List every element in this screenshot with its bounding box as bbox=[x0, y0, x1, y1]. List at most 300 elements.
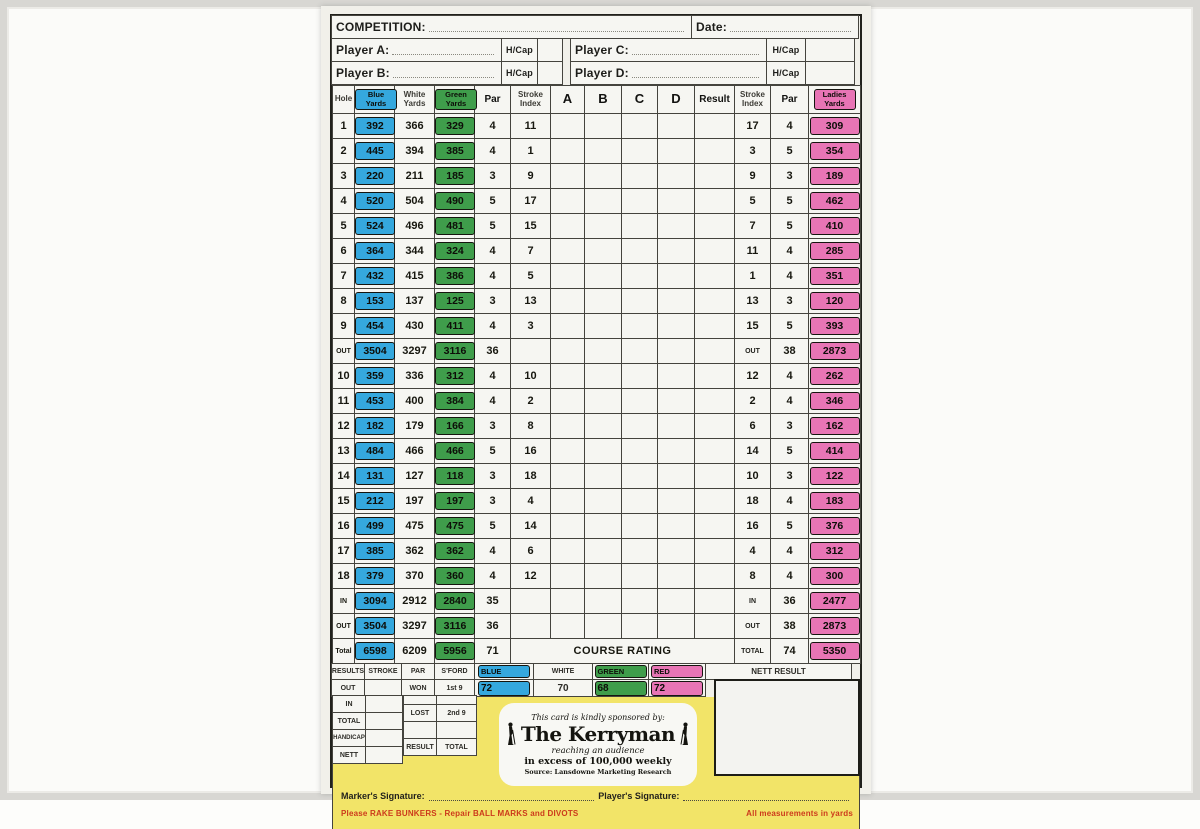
d-cell[interactable] bbox=[658, 564, 695, 589]
b-cell[interactable] bbox=[585, 189, 622, 214]
blue-value-pill: 454 bbox=[355, 317, 395, 335]
green-cell bbox=[435, 414, 475, 439]
a-cell[interactable] bbox=[551, 264, 585, 289]
date-write-line[interactable] bbox=[730, 22, 851, 32]
par-cell: 4 bbox=[475, 114, 511, 139]
ladies-value-pill: 2873 bbox=[810, 617, 860, 635]
blue-yards-header: Blue Yards bbox=[355, 86, 395, 114]
result-cell[interactable] bbox=[695, 264, 735, 289]
d-cell[interactable] bbox=[658, 114, 695, 139]
par-cell: 3 bbox=[475, 489, 511, 514]
player-d-field[interactable] bbox=[570, 61, 767, 85]
out-row-20 bbox=[333, 614, 861, 639]
par2-cell: 4 bbox=[771, 564, 809, 589]
blue-cell bbox=[355, 639, 395, 664]
result-cell[interactable] bbox=[695, 514, 735, 539]
c-cell[interactable] bbox=[622, 389, 658, 414]
a-cell[interactable] bbox=[551, 614, 585, 639]
white-cell: 370 bbox=[395, 564, 435, 589]
white-cell: 415 bbox=[395, 264, 435, 289]
blue-value-pill: 212 bbox=[355, 492, 395, 510]
green-cell bbox=[435, 239, 475, 264]
blue-value-pill: 453 bbox=[355, 392, 395, 410]
c-cell[interactable] bbox=[622, 264, 658, 289]
b-cell[interactable] bbox=[585, 139, 622, 164]
competition-field[interactable] bbox=[331, 15, 692, 39]
c-cell[interactable] bbox=[622, 589, 658, 614]
sponsor-box bbox=[499, 703, 697, 786]
green-value-pill: 360 bbox=[435, 567, 475, 585]
scorecard-body bbox=[333, 114, 861, 664]
d-cell[interactable] bbox=[658, 364, 695, 389]
d-cell[interactable] bbox=[658, 589, 695, 614]
result-cell[interactable] bbox=[695, 414, 735, 439]
player-c-column-header: C bbox=[622, 86, 658, 114]
blue-value-pill: 432 bbox=[355, 267, 395, 285]
si-cell: 3 bbox=[511, 314, 551, 339]
green-cell bbox=[435, 139, 475, 164]
blue-cell bbox=[355, 564, 395, 589]
c-cell[interactable] bbox=[622, 289, 658, 314]
d-cell[interactable] bbox=[658, 464, 695, 489]
green-value-pill: 384 bbox=[435, 392, 475, 410]
c-cell[interactable] bbox=[622, 439, 658, 464]
won-label: WON bbox=[401, 679, 435, 697]
blue-value-pill: 3504 bbox=[355, 617, 395, 635]
a-cell[interactable] bbox=[551, 589, 585, 614]
green-value-pill: 362 bbox=[435, 542, 475, 560]
player-b-hcap-box[interactable] bbox=[537, 61, 563, 85]
par2-cell: 4 bbox=[771, 264, 809, 289]
d-cell[interactable] bbox=[658, 614, 695, 639]
c-cell[interactable] bbox=[622, 139, 658, 164]
row-label: 18 bbox=[333, 564, 355, 589]
competition-row bbox=[332, 16, 860, 39]
player-b-label: Player B: bbox=[336, 66, 390, 80]
si-cell: 8 bbox=[511, 414, 551, 439]
blue-cell bbox=[355, 214, 395, 239]
green-tee-header: GREEN bbox=[592, 663, 649, 680]
hole-row-18 bbox=[333, 564, 861, 589]
c-cell[interactable] bbox=[622, 114, 658, 139]
competition-write-line[interactable] bbox=[429, 22, 684, 32]
green-cell bbox=[435, 339, 475, 364]
a-cell[interactable] bbox=[551, 439, 585, 464]
blue-cell bbox=[355, 539, 395, 564]
b-cell[interactable] bbox=[585, 239, 622, 264]
green-cell bbox=[435, 639, 475, 664]
out-row-9 bbox=[333, 339, 861, 364]
d-cell[interactable] bbox=[658, 139, 695, 164]
par2-cell: 74 bbox=[771, 639, 809, 664]
result-cell[interactable] bbox=[695, 139, 735, 164]
par-cell: 4 bbox=[475, 364, 511, 389]
total-row-21 bbox=[333, 639, 861, 664]
c-cell[interactable] bbox=[622, 364, 658, 389]
green-cell bbox=[435, 614, 475, 639]
si2-cell: 14 bbox=[735, 439, 771, 464]
row-label: IN bbox=[333, 589, 355, 614]
result-cell[interactable] bbox=[695, 239, 735, 264]
player-c-field[interactable] bbox=[570, 38, 767, 62]
ladies-value-pill: 351 bbox=[810, 267, 860, 285]
d-cell[interactable] bbox=[658, 314, 695, 339]
si2-cell: 8 bbox=[735, 564, 771, 589]
si-cell: 9 bbox=[511, 164, 551, 189]
si-cell: 10 bbox=[511, 364, 551, 389]
player-a-hcap-box[interactable] bbox=[537, 38, 563, 62]
stroke-nett-box[interactable] bbox=[365, 746, 403, 764]
ladies-cell bbox=[809, 289, 861, 314]
a-cell[interactable] bbox=[551, 514, 585, 539]
results-header-row bbox=[332, 664, 860, 680]
green-cell bbox=[435, 214, 475, 239]
c-cell[interactable] bbox=[622, 464, 658, 489]
row-label: 8 bbox=[333, 289, 355, 314]
b-cell[interactable] bbox=[585, 539, 622, 564]
result-cell[interactable] bbox=[695, 564, 735, 589]
si-cell: 2 bbox=[511, 389, 551, 414]
score-table-header bbox=[333, 86, 861, 114]
d-cell[interactable] bbox=[658, 439, 695, 464]
blue-value-pill: 385 bbox=[355, 542, 395, 560]
white-cell: 496 bbox=[395, 214, 435, 239]
par2-cell: 3 bbox=[771, 414, 809, 439]
green-cell bbox=[435, 589, 475, 614]
c-cell[interactable] bbox=[622, 314, 658, 339]
blue-cell bbox=[355, 364, 395, 389]
ladies-value-pill: 120 bbox=[810, 292, 860, 310]
blue-value-pill: 484 bbox=[355, 442, 395, 460]
par-cell: 3 bbox=[475, 164, 511, 189]
row-label: 3 bbox=[333, 164, 355, 189]
blue-cell bbox=[355, 514, 395, 539]
si2-cell: 11 bbox=[735, 239, 771, 264]
ladies-value-pill: 354 bbox=[810, 142, 860, 160]
d-cell[interactable] bbox=[658, 539, 695, 564]
blue-cell bbox=[355, 614, 395, 639]
hole-row-17 bbox=[333, 539, 861, 564]
a-cell[interactable] bbox=[551, 314, 585, 339]
white-tee-rating: 70 bbox=[533, 679, 593, 697]
row-label: 4 bbox=[333, 189, 355, 214]
hole-row-2 bbox=[333, 139, 861, 164]
par2-cell: 38 bbox=[771, 339, 809, 364]
b-cell[interactable] bbox=[585, 364, 622, 389]
c-cell[interactable] bbox=[622, 564, 658, 589]
d-cell[interactable] bbox=[658, 239, 695, 264]
white-cell: 362 bbox=[395, 539, 435, 564]
hole-row-13 bbox=[333, 439, 861, 464]
sponsor-name: The Kerryman bbox=[520, 722, 676, 746]
player-signature-label: Player's Signature: bbox=[598, 791, 680, 801]
si-cell: 18 bbox=[511, 464, 551, 489]
b-cell[interactable] bbox=[585, 414, 622, 439]
ladies-cell bbox=[809, 514, 861, 539]
a-cell[interactable] bbox=[551, 164, 585, 189]
si2-cell: 6 bbox=[735, 414, 771, 439]
player-a-label: Player A: bbox=[336, 43, 390, 57]
b-cell[interactable] bbox=[585, 314, 622, 339]
b-cell[interactable] bbox=[585, 264, 622, 289]
par2-cell: 3 bbox=[771, 464, 809, 489]
a-cell[interactable] bbox=[551, 339, 585, 364]
result-cell[interactable] bbox=[695, 614, 735, 639]
a-cell[interactable] bbox=[551, 114, 585, 139]
green-cell bbox=[435, 439, 475, 464]
player-row-bd bbox=[332, 62, 860, 85]
ladies-cell bbox=[809, 239, 861, 264]
d-cell[interactable] bbox=[658, 389, 695, 414]
ladies-par-header: Par bbox=[771, 86, 809, 114]
a-cell[interactable] bbox=[551, 214, 585, 239]
a-cell[interactable] bbox=[551, 539, 585, 564]
ladies-value-pill: 300 bbox=[810, 567, 860, 585]
result-cell[interactable] bbox=[695, 439, 735, 464]
hole-row-5 bbox=[333, 214, 861, 239]
result-cell[interactable] bbox=[695, 339, 735, 364]
stroke-in-box[interactable] bbox=[365, 695, 403, 713]
a-cell[interactable] bbox=[551, 489, 585, 514]
a-cell[interactable] bbox=[551, 464, 585, 489]
a-cell[interactable] bbox=[551, 389, 585, 414]
green-cell bbox=[435, 364, 475, 389]
b-cell[interactable] bbox=[585, 439, 622, 464]
result-cell[interactable] bbox=[695, 364, 735, 389]
white-cell: 6209 bbox=[395, 639, 435, 664]
blue-value-pill: 131 bbox=[355, 467, 395, 485]
blue-value-pill: 3504 bbox=[355, 342, 395, 360]
red-tee-rating: 72 bbox=[648, 679, 706, 697]
ladies-cell bbox=[809, 314, 861, 339]
c-cell[interactable] bbox=[622, 339, 658, 364]
green-value-pill: 2840 bbox=[435, 592, 475, 610]
result-cell[interactable] bbox=[695, 189, 735, 214]
competition-label: COMPETITION: bbox=[336, 20, 426, 34]
par-cell: 36 bbox=[475, 614, 511, 639]
b-cell[interactable] bbox=[585, 514, 622, 539]
player-c-write-line[interactable] bbox=[632, 45, 759, 55]
a-cell[interactable] bbox=[551, 139, 585, 164]
d-cell[interactable] bbox=[658, 414, 695, 439]
d-cell[interactable] bbox=[658, 264, 695, 289]
green-cell bbox=[435, 164, 475, 189]
blue-value-pill: 359 bbox=[355, 367, 395, 385]
hole-row-7 bbox=[333, 264, 861, 289]
si-cell: 11 bbox=[511, 114, 551, 139]
c-cell[interactable] bbox=[622, 189, 658, 214]
green-value-pill: 3116 bbox=[435, 617, 475, 635]
par-cell: 71 bbox=[475, 639, 511, 664]
result-cell[interactable] bbox=[695, 314, 735, 339]
par-sford-stack bbox=[404, 696, 477, 756]
b-cell[interactable] bbox=[585, 389, 622, 414]
player-d-write-line[interactable] bbox=[632, 68, 759, 78]
red-tee-header: RED bbox=[648, 663, 706, 680]
a-cell[interactable] bbox=[551, 189, 585, 214]
par2-cell: 4 bbox=[771, 539, 809, 564]
nett-result-header: NETT RESULT bbox=[705, 663, 852, 680]
row-label: 16 bbox=[333, 514, 355, 539]
par-cell: 5 bbox=[475, 189, 511, 214]
white-cell: 466 bbox=[395, 439, 435, 464]
results-mini-table bbox=[333, 696, 403, 764]
course-rating-cell: COURSE RATING bbox=[511, 639, 735, 664]
d-cell[interactable] bbox=[658, 339, 695, 364]
c-cell[interactable] bbox=[622, 614, 658, 639]
b-cell[interactable] bbox=[585, 564, 622, 589]
white-cell: 344 bbox=[395, 239, 435, 264]
stroke-handicap-box[interactable] bbox=[365, 729, 403, 747]
result-cell[interactable] bbox=[695, 539, 735, 564]
b-cell[interactable] bbox=[585, 289, 622, 314]
sponsor-tagline: This card is kindly sponsored by: bbox=[531, 713, 665, 722]
d-cell[interactable] bbox=[658, 189, 695, 214]
player-d-hcap-box[interactable] bbox=[805, 61, 855, 85]
b-cell[interactable] bbox=[585, 464, 622, 489]
par-results-header: PAR bbox=[401, 663, 435, 680]
stroke-total-box[interactable] bbox=[365, 712, 403, 730]
si2-cell: 13 bbox=[735, 289, 771, 314]
b-cell[interactable] bbox=[585, 589, 622, 614]
player-b-write-line[interactable] bbox=[393, 68, 494, 78]
result-cell[interactable] bbox=[695, 489, 735, 514]
b-cell[interactable] bbox=[585, 339, 622, 364]
ladies-cell bbox=[809, 439, 861, 464]
footer-notes bbox=[341, 809, 853, 818]
c-cell[interactable] bbox=[622, 489, 658, 514]
green-value-pill: 490 bbox=[435, 192, 475, 210]
player-b-field[interactable] bbox=[331, 61, 502, 85]
white-cell: 127 bbox=[395, 464, 435, 489]
green-cell bbox=[435, 564, 475, 589]
c-cell[interactable] bbox=[622, 164, 658, 189]
si2-cell: 9 bbox=[735, 164, 771, 189]
si2-cell: 3 bbox=[735, 139, 771, 164]
si-cell: 7 bbox=[511, 239, 551, 264]
b-cell[interactable] bbox=[585, 164, 622, 189]
par-cell: 4 bbox=[475, 389, 511, 414]
d-cell[interactable] bbox=[658, 514, 695, 539]
c-cell[interactable] bbox=[622, 414, 658, 439]
result-cell[interactable] bbox=[695, 164, 735, 189]
par-cell: 3 bbox=[475, 414, 511, 439]
green-cell bbox=[435, 189, 475, 214]
result-cell[interactable] bbox=[695, 289, 735, 314]
player-a-field[interactable] bbox=[331, 38, 502, 62]
ladies-value-pill: 309 bbox=[810, 117, 860, 135]
blue-value-pill: 520 bbox=[355, 192, 395, 210]
par2-cell: 4 bbox=[771, 239, 809, 264]
sford-blank-box-2[interactable] bbox=[436, 721, 477, 739]
a-cell[interactable] bbox=[551, 414, 585, 439]
ladies-cell bbox=[809, 264, 861, 289]
si2-cell: 17 bbox=[735, 114, 771, 139]
b-cell[interactable] bbox=[585, 489, 622, 514]
hole-header: Hole bbox=[333, 86, 355, 114]
white-cell: 475 bbox=[395, 514, 435, 539]
marker-signature-line[interactable] bbox=[429, 792, 595, 801]
c-cell[interactable] bbox=[622, 539, 658, 564]
white-cell: 394 bbox=[395, 139, 435, 164]
par2-cell: 3 bbox=[771, 164, 809, 189]
ladies-cell bbox=[809, 539, 861, 564]
c-cell[interactable] bbox=[622, 239, 658, 264]
blue-value-pill: 379 bbox=[355, 567, 395, 585]
d-cell[interactable] bbox=[658, 214, 695, 239]
row-label: 13 bbox=[333, 439, 355, 464]
blue-value-pill: 3094 bbox=[355, 592, 395, 610]
ladies-yards-header: Ladies Yards bbox=[809, 86, 861, 114]
blue-cell bbox=[355, 489, 395, 514]
a-cell[interactable] bbox=[551, 564, 585, 589]
hole-row-14 bbox=[333, 464, 861, 489]
nett-result-box[interactable] bbox=[714, 679, 860, 776]
row-label: 17 bbox=[333, 539, 355, 564]
c-cell[interactable] bbox=[622, 514, 658, 539]
b-cell[interactable] bbox=[585, 214, 622, 239]
ladies-cell bbox=[809, 589, 861, 614]
sponsor-line2: in excess of 100,000 weekly bbox=[524, 756, 672, 767]
par-cell: 4 bbox=[475, 539, 511, 564]
blue-cell bbox=[355, 589, 395, 614]
results-nett-label: NETT bbox=[332, 746, 366, 764]
b-cell[interactable] bbox=[585, 114, 622, 139]
c-cell[interactable] bbox=[622, 214, 658, 239]
blue-value-pill: 182 bbox=[355, 417, 395, 435]
green-value-pill: 166 bbox=[435, 417, 475, 435]
b-cell[interactable] bbox=[585, 614, 622, 639]
result-cell[interactable] bbox=[695, 589, 735, 614]
d-cell[interactable] bbox=[658, 164, 695, 189]
green-value-pill: 5956 bbox=[435, 642, 475, 660]
a-cell[interactable] bbox=[551, 364, 585, 389]
si2-cell: 10 bbox=[735, 464, 771, 489]
result-cell[interactable] bbox=[695, 389, 735, 414]
ladies-cell bbox=[809, 464, 861, 489]
si2-cell: OUT bbox=[735, 339, 771, 364]
result-cell[interactable] bbox=[695, 464, 735, 489]
d-cell[interactable] bbox=[658, 489, 695, 514]
a-cell[interactable] bbox=[551, 289, 585, 314]
player-signature-line[interactable] bbox=[683, 792, 849, 801]
ladies-value-pill: 183 bbox=[810, 492, 860, 510]
blue-cell bbox=[355, 289, 395, 314]
result-cell[interactable] bbox=[695, 214, 735, 239]
player-d-label: Player D: bbox=[575, 66, 629, 80]
green-value-pill: 185 bbox=[435, 167, 475, 185]
stroke-header: STROKE bbox=[364, 663, 402, 680]
player-a-write-line[interactable] bbox=[392, 45, 494, 55]
ladies-value-pill: 2873 bbox=[810, 342, 860, 360]
player-c-hcap-box[interactable] bbox=[805, 38, 855, 62]
result-cell[interactable] bbox=[695, 114, 735, 139]
row-label: 9 bbox=[333, 314, 355, 339]
row-label: 6 bbox=[333, 239, 355, 264]
hole-row-9 bbox=[333, 314, 861, 339]
blue-cell bbox=[355, 239, 395, 264]
blue-cell bbox=[355, 114, 395, 139]
a-cell[interactable] bbox=[551, 239, 585, 264]
hole-row-3 bbox=[333, 164, 861, 189]
player-a-hcap-label: H/Cap bbox=[501, 38, 538, 62]
row-label: 2 bbox=[333, 139, 355, 164]
par-blank-box-2[interactable] bbox=[403, 721, 437, 739]
ladies-cell bbox=[809, 214, 861, 239]
date-field[interactable] bbox=[691, 15, 859, 39]
d-cell[interactable] bbox=[658, 289, 695, 314]
ladies-cell bbox=[809, 339, 861, 364]
